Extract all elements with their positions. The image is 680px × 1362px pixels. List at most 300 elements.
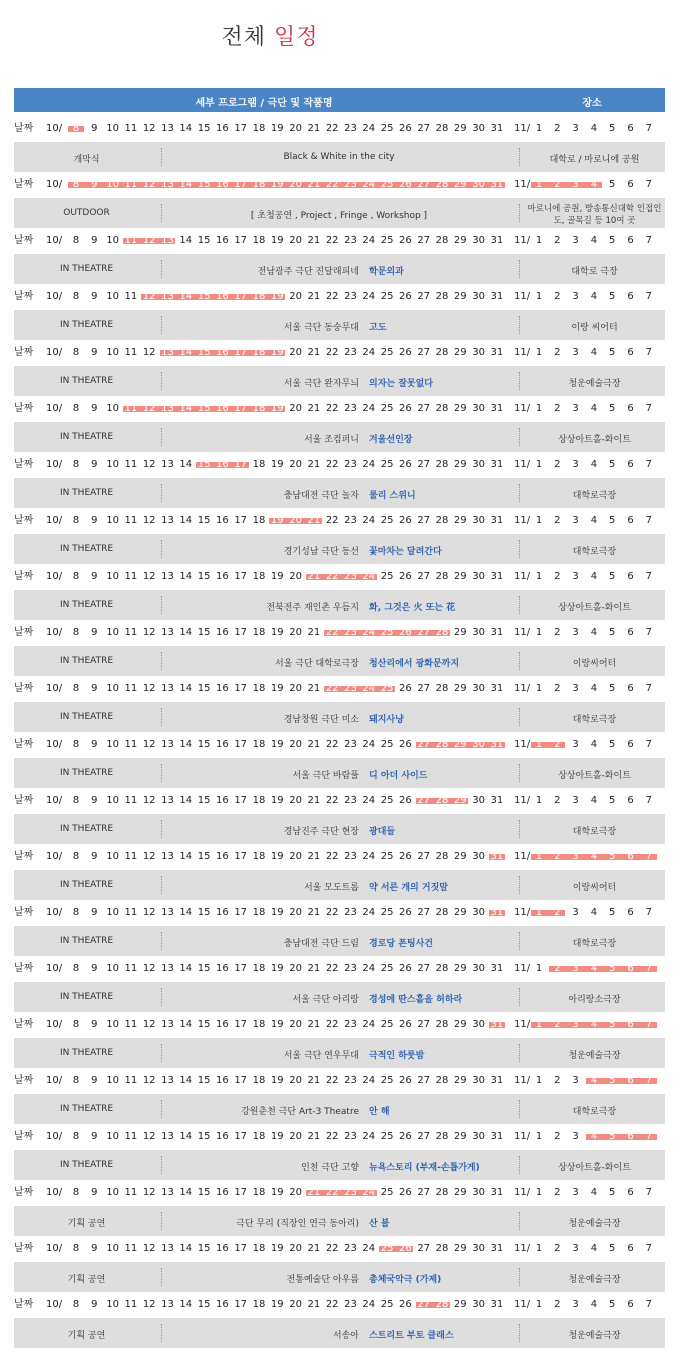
event-category: IN THEATRE [59, 264, 114, 274]
day-number: 22 [325, 1131, 339, 1142]
day-number: 19 [270, 291, 284, 302]
day-number: 26 [399, 347, 412, 358]
day-number: 13 [161, 963, 174, 974]
venue-name: 대학로극장 [572, 547, 617, 557]
day-number: 20 [289, 795, 302, 806]
day-number: 7 [645, 571, 652, 582]
event-row [14, 1318, 665, 1348]
day-number: 4 [590, 459, 598, 470]
day-number: 20 [289, 347, 302, 358]
day-number: 12 [142, 851, 156, 862]
column-divider [519, 1212, 520, 1230]
day-number: 2 [554, 1299, 561, 1310]
day-number: 11 [124, 851, 138, 862]
day-number: 11 [124, 627, 138, 638]
day-number: 25 [380, 1019, 394, 1030]
column-divider [519, 1156, 520, 1174]
day-number: 7 [645, 963, 652, 974]
day-number: 29 [453, 179, 467, 190]
day-number: 12 [142, 123, 156, 134]
day-number: 27 [417, 123, 431, 134]
day-number: 20 [289, 907, 302, 918]
day-number: 20 [289, 459, 302, 470]
day-number: 21 [307, 1075, 321, 1086]
day-number: 21 [307, 1019, 321, 1030]
day-number: 7 [645, 515, 652, 526]
day-number: 24 [362, 291, 376, 302]
event-row [14, 1206, 665, 1236]
day-number: 3 [572, 403, 579, 414]
event-category: IN THEATRE [59, 376, 114, 386]
show-title: 룰리 스위니 [369, 491, 416, 501]
show-title: 학문외과 [369, 267, 404, 277]
date-label: 날짜 [14, 1243, 34, 1254]
company-name: 서울 극단 아리랑 [292, 995, 359, 1005]
day-number: 28 [435, 1019, 449, 1030]
day-number: 18 [252, 963, 266, 974]
day-number: 15 [197, 179, 211, 190]
day-number: 26 [399, 179, 412, 190]
day-number: 8 [72, 571, 80, 582]
day-number: 17 [234, 907, 248, 918]
date-row [14, 900, 665, 926]
day-number: 31 [490, 1075, 504, 1086]
company-name: 서울 극단 대학로극장 [275, 659, 359, 669]
event-category: 기획 공연 [67, 1275, 106, 1285]
show-title: 청산리에서 광화문까지 [369, 659, 460, 669]
day-number: 23 [344, 403, 357, 414]
day-number: 11 [124, 571, 138, 582]
event-row [14, 142, 665, 172]
day-number: 29 [453, 1299, 467, 1310]
day-number: 31 [490, 459, 504, 470]
column-divider [519, 596, 520, 614]
day-number: 19 [270, 1299, 284, 1310]
day-number: 26 [399, 795, 412, 806]
day-number: 4 [590, 795, 598, 806]
day-number: 27 [417, 907, 431, 918]
day-number: 19 [270, 851, 284, 862]
event-row [14, 926, 665, 956]
day-number: 20 [289, 291, 302, 302]
day-number: 3 [572, 235, 579, 246]
day-number: 28 [435, 291, 449, 302]
day-number: 2 [554, 235, 561, 246]
date-label: 날짜 [14, 459, 34, 470]
day-number: 19 [270, 1075, 284, 1086]
day-number: 8 [72, 347, 80, 358]
day-number: 7 [645, 683, 652, 694]
day-number: 6 [627, 179, 634, 190]
oct-prefix: 10/ [46, 1131, 63, 1142]
day-number: 20 [289, 403, 302, 414]
day-number: 3 [572, 1131, 579, 1142]
day-number: 20 [289, 851, 302, 862]
column-divider [161, 932, 162, 950]
day-number: 4 [590, 1131, 598, 1142]
day-number: 17 [234, 683, 248, 694]
day-number: 3 [572, 1019, 579, 1030]
day-number: 30 [472, 235, 485, 246]
day-number: 8 [72, 963, 80, 974]
day-number: 14 [179, 515, 193, 526]
page-title: 전체 일정 [221, 25, 319, 50]
day-number: 10 [106, 1075, 119, 1086]
day-number: 15 [197, 907, 211, 918]
day-number: 3 [572, 1299, 579, 1310]
day-number: 29 [453, 123, 467, 134]
day-number: 12 [142, 795, 156, 806]
nov-prefix: 11/ [514, 963, 531, 974]
oct-prefix: 10/ [46, 235, 63, 246]
day-number: 13 [161, 515, 174, 526]
day-number: 5 [609, 179, 616, 190]
nov-prefix: 11/ [514, 347, 531, 358]
oct-prefix: 10/ [46, 627, 63, 638]
date-label: 날짜 [14, 123, 34, 134]
day-number: 12 [142, 1019, 156, 1030]
day-number: 28 [435, 235, 449, 246]
day-number: 16 [216, 403, 229, 414]
day-number: 29 [453, 739, 467, 750]
company-name: 강원춘천 극단 Art-3 Theatre [241, 1107, 359, 1117]
day-number: 10 [106, 1187, 119, 1198]
date-row [14, 676, 665, 702]
day-number: 16 [216, 627, 229, 638]
day-number: 26 [399, 963, 412, 974]
day-number: 31 [490, 851, 504, 862]
day-number: 24 [362, 1019, 376, 1030]
day-number: 11 [124, 179, 138, 190]
column-divider [161, 540, 162, 558]
day-number: 2 [554, 403, 561, 414]
day-number: 28 [435, 403, 449, 414]
oct-prefix: 10/ [46, 347, 63, 358]
day-number: 23 [344, 963, 357, 974]
day-number: 8 [72, 515, 80, 526]
day-number: 26 [399, 1243, 412, 1254]
schedule-header [14, 88, 665, 112]
venue-name: 청운예술극장 [568, 1275, 621, 1285]
day-number: 14 [179, 1019, 193, 1030]
day-number: 5 [609, 403, 616, 414]
day-number: 5 [609, 235, 616, 246]
day-number: 8 [72, 1299, 80, 1310]
event-category: IN THEATRE [59, 880, 114, 890]
day-number: 9 [91, 851, 98, 862]
day-number: 21 [307, 459, 321, 470]
day-number: 20 [289, 963, 302, 974]
day-number: 14 [179, 907, 193, 918]
day-number: 6 [627, 515, 634, 526]
event-category: IN THEATRE [59, 432, 114, 442]
day-number: 15 [197, 739, 211, 750]
date-label: 날짜 [14, 1299, 34, 1310]
day-number: 16 [216, 1243, 229, 1254]
day-number: 28 [435, 795, 449, 806]
day-number: 20 [289, 739, 302, 750]
day-number: 17 [234, 235, 248, 246]
day-number: 8 [72, 1019, 80, 1030]
day-number: 30 [472, 1075, 485, 1086]
day-number: 3 [572, 515, 579, 526]
day-number: 9 [91, 683, 98, 694]
show-title: 뉴욕스토리 (부재-손톱가게) [369, 1163, 480, 1173]
day-number: 20 [289, 235, 302, 246]
day-number: 5 [609, 1187, 616, 1198]
column-divider [519, 1324, 520, 1342]
day-number: 25 [380, 1187, 394, 1198]
day-number: 11 [124, 1243, 138, 1254]
nov-prefix: 11/ [514, 907, 531, 918]
day-number: 26 [399, 1299, 412, 1310]
oct-prefix: 10/ [46, 123, 63, 134]
company-name: 서울 극단 바람풀 [292, 771, 359, 781]
column-divider [519, 820, 520, 838]
day-number: 13 [161, 459, 174, 470]
column-divider [161, 988, 162, 1006]
day-number: 8 [72, 1131, 80, 1142]
day-number: 13 [161, 683, 174, 694]
day-number: 21 [307, 403, 321, 414]
day-number: 28 [435, 1299, 449, 1310]
day-number: 2 [554, 963, 561, 974]
day-number: 7 [645, 179, 652, 190]
day-number: 21 [307, 739, 321, 750]
day-number: 23 [344, 515, 357, 526]
date-row [14, 956, 665, 982]
event-category: IN THEATRE [59, 1048, 114, 1058]
day-number: 27 [417, 683, 431, 694]
day-number: 27 [417, 739, 431, 750]
oct-prefix: 10/ [46, 1075, 63, 1086]
venue-name: 대학로 극장 [571, 267, 618, 277]
column-divider [161, 876, 162, 894]
column-divider [161, 1212, 162, 1230]
day-number: 8 [72, 739, 80, 750]
day-number: 7 [645, 851, 652, 862]
day-number: 14 [179, 403, 193, 414]
date-label: 날짜 [14, 515, 34, 526]
day-number: 23 [344, 347, 357, 358]
day-number: 9 [91, 291, 98, 302]
day-number: 28 [435, 459, 449, 470]
show-title: 광대들 [369, 827, 396, 837]
show-title: 디 아더 사이드 [369, 771, 428, 781]
company-name: 경남진주 극단 현장 [283, 827, 359, 837]
day-number: 4 [590, 571, 598, 582]
nov-prefix: 11/ [514, 459, 531, 470]
day-number: 1 [535, 795, 543, 806]
date-row [14, 1124, 665, 1150]
column-divider [161, 1100, 162, 1118]
day-number: 31 [490, 571, 504, 582]
day-number: 30 [472, 1187, 485, 1198]
date-row [14, 172, 665, 198]
column-divider [519, 540, 520, 558]
day-number: 24 [362, 963, 376, 974]
day-number: 29 [453, 963, 467, 974]
day-number: 18 [252, 1243, 266, 1254]
program-header: 세부 프로그램 / 극단 및 작품명 [195, 98, 333, 109]
show-title: 고도 [369, 323, 387, 333]
day-number: 19 [270, 403, 284, 414]
day-number: 13 [161, 907, 174, 918]
event-category: 개막식 [73, 155, 100, 165]
show-title: 극적인 하룻밤 [369, 1051, 425, 1061]
day-number: 11 [124, 235, 138, 246]
day-number: 10 [106, 907, 119, 918]
nov-prefix: 11/ [514, 627, 531, 638]
day-number: 3 [572, 179, 579, 190]
nov-prefix: 11/ [514, 1243, 531, 1254]
day-number: 18 [252, 795, 266, 806]
column-divider [161, 596, 162, 614]
venue-name: 청운예술극장 [568, 379, 621, 389]
day-number: 23 [344, 627, 357, 638]
nov-prefix: 11/ [514, 179, 531, 190]
day-number: 15 [197, 571, 211, 582]
day-number: 29 [453, 403, 467, 414]
column-divider [519, 260, 520, 278]
day-number: 27 [417, 795, 431, 806]
day-number: 30 [472, 347, 485, 358]
day-number: 12 [142, 907, 156, 918]
day-number: 22 [325, 851, 339, 862]
day-number: 9 [91, 1019, 98, 1030]
schedule-grid [14, 116, 665, 1348]
day-number: 11 [124, 1299, 138, 1310]
day-number: 14 [179, 235, 193, 246]
day-number: 31 [490, 235, 504, 246]
day-number: 4 [590, 907, 598, 918]
day-number: 4 [590, 515, 598, 526]
day-number: 2 [554, 1019, 561, 1030]
day-number: 24 [362, 1299, 376, 1310]
day-number: 5 [609, 1075, 616, 1086]
day-number: 31 [490, 963, 504, 974]
venue-name: 대학로 / 마로니에 공원 [549, 155, 640, 165]
event-category: IN THEATRE [59, 992, 114, 1002]
day-number: 18 [252, 291, 266, 302]
day-number: 28 [435, 123, 449, 134]
day-number: 24 [362, 683, 376, 694]
nov-prefix: 11/ [514, 739, 531, 750]
day-number: 20 [289, 627, 302, 638]
day-number: 1 [535, 179, 543, 190]
day-number: 5 [609, 683, 616, 694]
day-number: 3 [572, 795, 579, 806]
day-number: 10 [106, 963, 119, 974]
day-number: 23 [344, 1243, 357, 1254]
column-divider [161, 652, 162, 670]
event-row [14, 1262, 665, 1292]
day-number: 15 [197, 459, 211, 470]
day-number: 4 [590, 1243, 598, 1254]
venue-name: 대학로극장 [572, 491, 617, 501]
day-number: 28 [435, 739, 449, 750]
day-number: 4 [590, 179, 598, 190]
day-number: 8 [72, 235, 80, 246]
event-row [14, 982, 665, 1012]
day-number: 1 [535, 459, 543, 470]
day-number: 25 [380, 1131, 394, 1142]
oct-prefix: 10/ [46, 403, 63, 414]
oct-prefix: 10/ [46, 571, 63, 582]
day-number: 24 [362, 1131, 376, 1142]
show-title: 의자는 잘못없다 [369, 379, 433, 389]
day-number: 5 [609, 459, 616, 470]
day-number: 23 [344, 291, 357, 302]
day-number: 24 [362, 123, 376, 134]
column-divider [161, 1324, 162, 1342]
day-number: 19 [270, 347, 284, 358]
day-number: 18 [252, 627, 266, 638]
day-number: 3 [572, 627, 579, 638]
day-number: 14 [179, 1131, 193, 1142]
day-number: 9 [91, 963, 98, 974]
day-number: 6 [627, 123, 634, 134]
day-number: 18 [252, 1187, 266, 1198]
oct-prefix: 10/ [46, 683, 63, 694]
day-number: 12 [142, 515, 156, 526]
day-number: 28 [435, 851, 449, 862]
day-number: 26 [399, 1131, 412, 1142]
event-category: IN THEATRE [59, 824, 114, 834]
day-number: 29 [453, 1019, 467, 1030]
day-number: 30 [472, 739, 485, 750]
show-title: 돼지사냥 [369, 715, 404, 725]
day-number: 21 [307, 235, 321, 246]
day-number: 22 [325, 907, 339, 918]
day-number: 19 [270, 515, 284, 526]
day-number: 6 [627, 963, 634, 974]
day-number: 3 [572, 291, 579, 302]
venue-name: 청운예술극장 [568, 1051, 621, 1061]
day-number: 2 [554, 1187, 561, 1198]
date-row [14, 620, 665, 646]
column-divider [161, 372, 162, 390]
day-number: 31 [490, 907, 504, 918]
day-number: 13 [161, 1019, 174, 1030]
company-name: 전통예술단 아우름 [286, 1275, 359, 1285]
day-number: 29 [453, 1131, 467, 1142]
day-number: 7 [645, 291, 652, 302]
venue-name: 이랑 씨어터 [571, 323, 618, 333]
date-row [14, 508, 665, 534]
day-number: 8 [72, 1243, 80, 1254]
day-number: 6 [627, 627, 634, 638]
day-number: 22 [325, 627, 339, 638]
nov-prefix: 11/ [514, 1075, 531, 1086]
day-number: 17 [234, 459, 248, 470]
day-number: 11 [124, 907, 138, 918]
day-number: 30 [472, 963, 485, 974]
venue-name: 상상아트홀-화이트 [558, 435, 631, 445]
nov-prefix: 11/ [514, 1299, 531, 1310]
column-divider [161, 316, 162, 334]
day-number: 31 [490, 683, 504, 694]
event-category: 기획 공연 [67, 1219, 106, 1229]
day-number: 20 [289, 179, 302, 190]
event-row [14, 422, 665, 452]
day-number: 8 [72, 179, 80, 190]
day-number: 23 [344, 459, 357, 470]
venue-name: 상상아트홀-화이트 [558, 1163, 631, 1173]
date-label: 날짜 [14, 739, 34, 750]
day-number: 6 [627, 1019, 634, 1030]
day-number: 3 [572, 571, 579, 582]
